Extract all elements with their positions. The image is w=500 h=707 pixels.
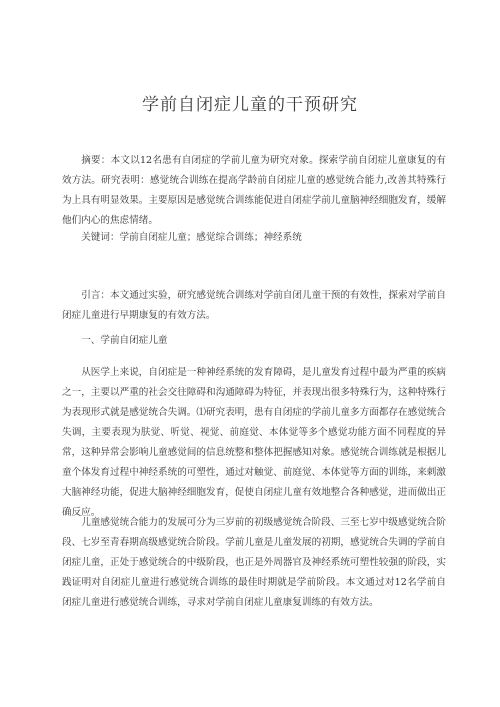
- introduction-text: 引言：本文通过实验，研究感觉统合训练对学前自闭儿童干预的有效性，探索对学前自闭症儿童进行早期康复的有效方法。: [62, 290, 446, 321]
- keywords-text: 关键词：学前自闭症儿童；感觉综合训练；神经系统: [81, 232, 302, 243]
- body-paragraph-1-text: 从医学上来说，自闭症是一种神经系统的发育障碍，是儿童发育过程中最为严重的疾病之一，主要以严重的社会交往障碍和沟通障碍为特征，并表现出很多特殊行为，这种特殊行为表现形式就是感觉统合失调。⑴研究表明，患有自闭症的学前儿童多方面都存在感觉统合失调，主要表现为肤觉、听觉、视觉、前庭觉、本体觉等多个感觉功能方面不同程度的异常，这种异常会影响儿童感觉间的信息统整和整体把握感知对象。感觉统合训练就是根据儿童个体发育过程中神经系统的可塑性，通过对触觉、前庭觉、本体觉等方面的训练，来刺激大脑神经功能，促进大脑神经细胞发育，促使自闭症儿童有效地整合各种感觉，进而做出正确反应。: [62, 367, 446, 518]
- body-paragraph-2-text: 儿童感觉统合能力的发展可分为三岁前的初级感觉统合阶段、三至七岁中级感觉统合阶段、七岁至青春期高级感觉统合阶段。学前儿童是儿童发展的初期，感觉统合失调的学前自闭症儿童，正处于感觉统合的中级阶段，也正是外周器官及神经系统可塑性较强的阶段，实践证明对自闭症儿童进行感觉统合训练的最佳时期就是学前阶段。本文通过对12名学前自闭症儿童进行感觉统合训练，寻求对学前自闭症儿童康复训练的有效方法。: [62, 517, 446, 608]
- document-title: 学前自闭症儿童的干预研究: [142, 95, 358, 115]
- section-heading: [62, 331, 446, 351]
- body-paragraph-2: [62, 513, 446, 613]
- section-heading-text: 一、学前自闭症儿童: [81, 335, 168, 346]
- abstract-paragraph: [62, 151, 446, 231]
- body-paragraph-1: [62, 363, 446, 523]
- introduction-paragraph: [62, 286, 446, 326]
- abstract-text: 摘要：本文以12名患有自闭症的学前儿童为研究对象。探索学前自闭症儿童康复的有效方法。研究表明：感觉统合训练在提高学龄前自闭症儿童的感觉统合能力,改善其特殊行为上具有明显效果。主要原因是感觉统合训练能促进自闭症学前儿童脑神经细胞发育，缓解他们内心的焦虑情绪。: [62, 155, 446, 226]
- keywords-paragraph: [62, 228, 446, 248]
